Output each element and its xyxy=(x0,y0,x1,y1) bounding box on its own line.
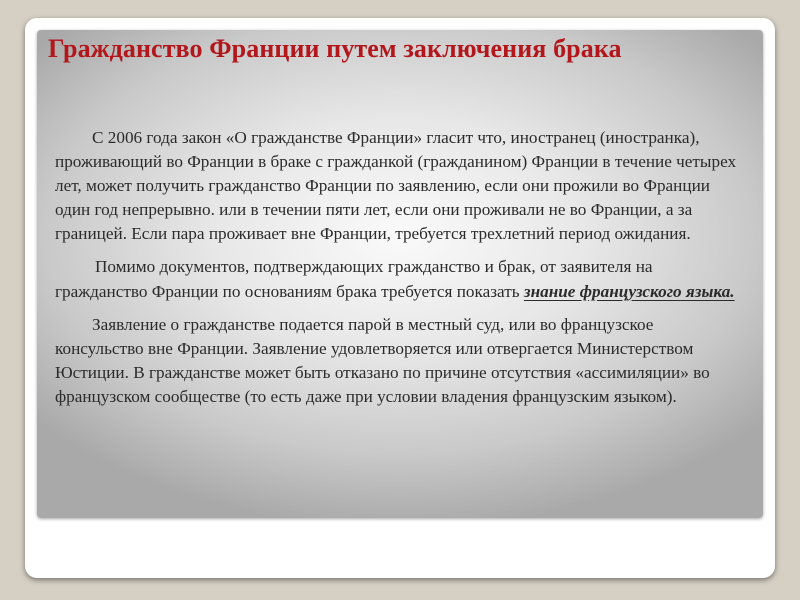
slide-body xyxy=(55,126,745,418)
french-language-emphasis: знание французского языка. xyxy=(523,281,735,301)
paragraph-application-process: Заявление о гражданстве подается парой в местный суд, или во французское консульство вне Франции. Заявление удовлетворяется или отвергается Министерством Юстиции. В гражданстве может быть отказано по причине отсутствия «ассимиляции» во французском сообществе (то есть даже при условии владения французским языком). xyxy=(55,314,710,406)
paragraph-documents-requirement xyxy=(55,255,745,303)
paragraph-documents-text: Помимо документов, подтверждающих гражданство и брак, от заявителя на гражданство Франции по основаниям брака требуется показать xyxy=(55,257,653,301)
slide-title: Гражданство Франции путем заключения брака xyxy=(48,34,622,63)
paragraph-naturalization-law: С 2006 года закон «О гражданстве Франции» гласит что, иностранец (иностранка), проживающий во Франции в браке с гражданкой (гражданином) Франции в течение четырех лет, может получить гражданство Франции по заявлению, если они прожили во Франции один год непрерывно. или в течении пяти лет, если они проживали не во Франции, а за границей. Если пара проживает вне Франции, требуется трехлетний период ожидания. xyxy=(55,128,737,244)
